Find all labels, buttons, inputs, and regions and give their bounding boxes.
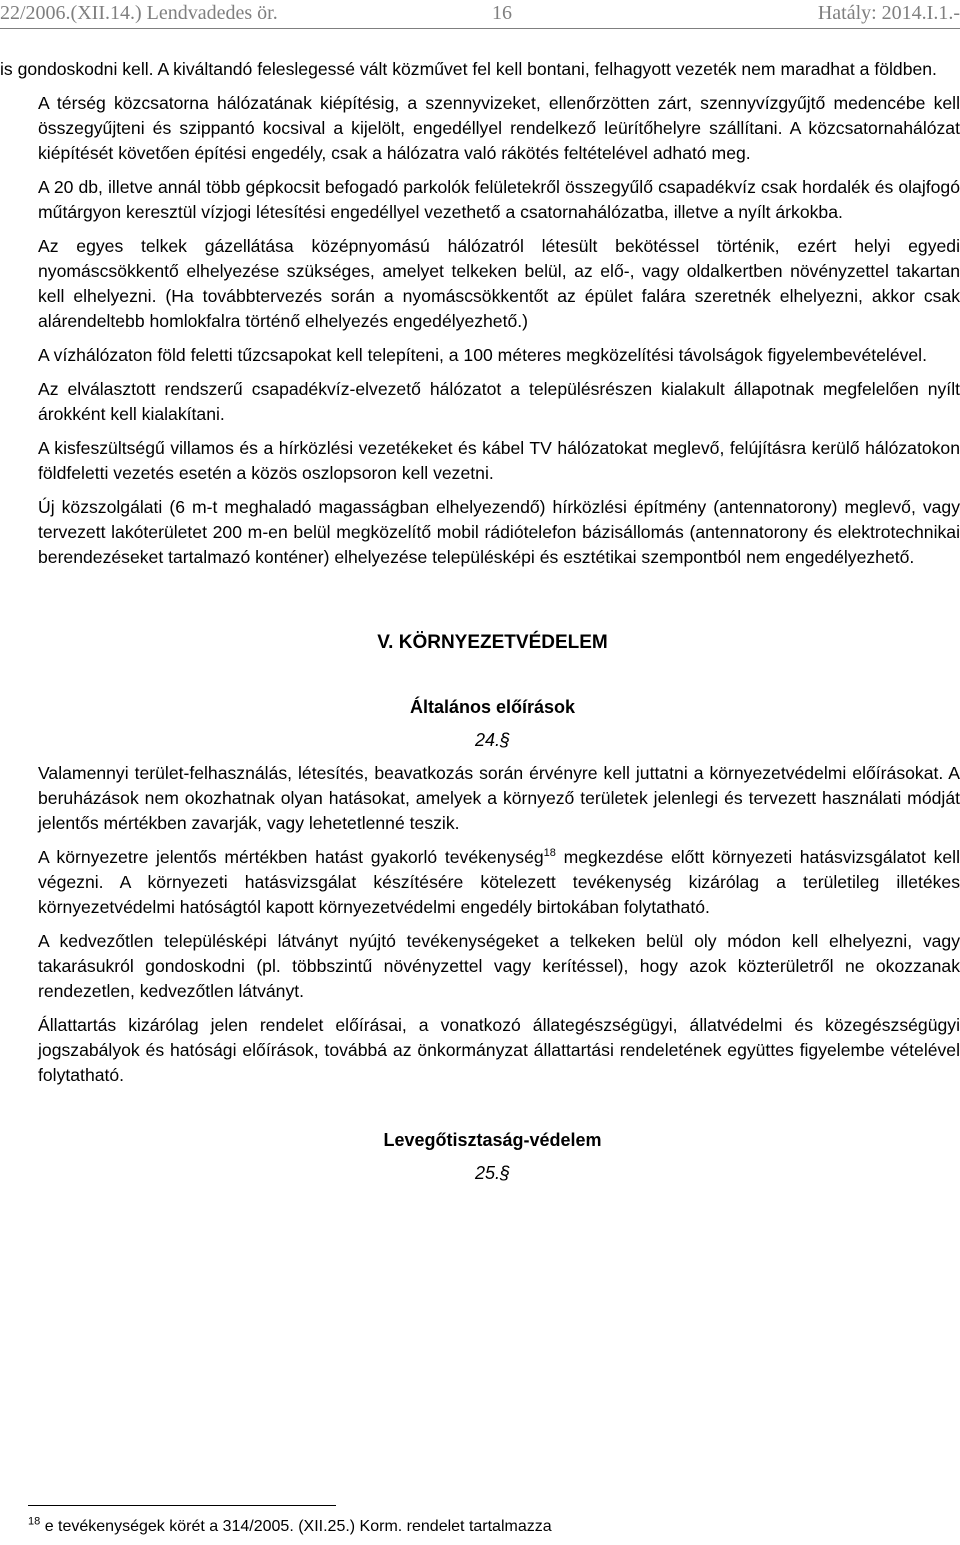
- numbered-paragraph: [0, 175, 960, 225]
- infrastructure-paragraphs: [0, 91, 960, 570]
- paragraph-text: Az elválasztott rendszerű csapadékvíz-elvezető hálózatot a településrészen kialakult állapotnak megfelelően nyílt árokként kell kialakítani.: [38, 379, 960, 424]
- numbered-paragraph: [0, 436, 960, 486]
- page-header: [0, 0, 960, 26]
- header-page-number: 16: [492, 2, 512, 24]
- paragraph-number: [0, 91, 38, 116]
- paragraph-number: [0, 175, 38, 200]
- paragraph-24-2: [0, 845, 960, 920]
- paragraph-text: A kisfeszültségű villamos és a hírközlési vezetékeket és kábel TV hálózatokat meglevő, felújításra kerülő hálózatokon földfeletti vezetés esetén a közös oszlopsoron kell vezetni.: [38, 438, 960, 483]
- paragraph-text: A vízhálózaton föld feletti tűzcsapokat kell telepíteni, a 100 méteres megközelítési távolságok figyelembevételével.: [38, 345, 927, 365]
- paragraph-text: A 20 db, illetve annál több gépkocsit befogadó parkolók felületekről összegyűlő csapadékvíz csak hordalék és olajfogó műtárgyon keresztül vízjogi létesítési engedéllyel vezethető a csatornahálózatba, illetve a nyílt árkokba.: [38, 177, 960, 222]
- paragraph-number: [0, 929, 38, 954]
- header-document-id: 22/2006.(XII.14.) Lendvadedes ör.: [0, 2, 278, 24]
- paragraph-text: A térség közcsatorna hálózatának kiépítésig, a szennyvizeket, ellenőrzötten zárt, szennyvízgyűjtő medencébe kell összegyűjteni és szippantó kocsival a kijelölt, engedéllyel rendelkező leürítőhelyre szállítani. A közcsatornahálózat kiépítését követően építési engedély, csak a hálózatra való rákötés feltételével adható meg.: [38, 93, 960, 163]
- continuation-paragraph: is gondoskodni kell. A kiváltandó feleslegessé vált közművet fel kell bontani, felhagyott vezeték nem maradhat a földben.: [0, 59, 937, 79]
- footnote-divider: [28, 1505, 336, 1506]
- footnote-reference[interactable]: 18: [543, 847, 556, 860]
- paragraph-24-1: [0, 761, 960, 836]
- paragraph-text: A kedvezőtlen településképi látványt nyújtó tevékenységeket a telkeken belül oly módon kell elhelyezni, vagy takarásukról gondoskodni (pl. többszintű növényzettel vagy kerítéssel), hogy azok közterületről ne okozzanak rendezetlen, kedvezőtlen látványt.: [38, 931, 960, 1001]
- paragraph-number: [0, 377, 38, 402]
- paragraph-number: [0, 436, 38, 461]
- subsection-title-air-quality: Levegőtisztaság-védelem: [383, 1130, 602, 1150]
- paragraph-number: [0, 234, 38, 259]
- paragraph-number: [0, 761, 38, 786]
- numbered-paragraph: [0, 377, 960, 427]
- numbered-paragraph: [0, 343, 960, 368]
- document-body: [0, 57, 960, 1194]
- paragraph-text: Új közszolgálati (6 m-t meghaladó magasságban elhelyezendő) hírközlési építmény (antennatorony) meglevő, vagy tervezett lakóterületet 200 m-en belül megközelítő mobil rádiótelefon bázisállomás (antennatorony és elektrotechnikai berendezéseket tartalmazó konténer) elhelyezése településképi és esztétikai szempontból nem engedélyezhető.: [38, 497, 960, 567]
- paragraph-number: [0, 845, 38, 870]
- paragraph-text-before: A környezetre jelentős mértékben hatást gyakorló tevékenység: [38, 847, 544, 867]
- paragraph-text: Az egyes telkek gázellátása középnyomású hálózatról létesült bekötéssel történik, ezért helyi egyedi nyomáscsökkentő elhelyezése szükséges, amelyet telkeken belül, az elő-, vagy oldalkertben növényzettel takartan kell elhelyezni. (Ha továbbtervezés során a nyomáscsökkentőt az épület falára szeretnék elhelyezni, akkor csak alárendeltebb homlokfalra történő elhelyezés engedélyezhető.): [38, 236, 960, 331]
- paragraph-number: [0, 343, 38, 368]
- header-divider: [0, 28, 960, 29]
- paragraph-text-after: megkezdése előtt környezeti hatásvizsgálatot kell végezni. A környezeti hatásvizsgálat készítésére kötelezett tevékenység kizárólag a területileg illetékes környezetvédelmi hatóságtól kapott környezetvédelmi engedély birtokában folytatható.: [38, 847, 960, 917]
- footnote: [28, 1515, 552, 1536]
- paragraph-number: [0, 495, 38, 520]
- paragraph-text: Állattartás kizárólag jelen rendelet előírásai, a vonatkozó állategészségügyi, állatvédelmi és közegészségügyi jogszabályok és hatósági előírások, továbbá az önkormányzat állattartási rendeletének együttes figyelembe vételével folytatható.: [38, 1015, 960, 1085]
- header-effective-date: Hatály: 2014.I.1.-: [817, 2, 960, 24]
- paragraph-number: [0, 1013, 38, 1038]
- paragraph-text: Valamennyi terület-felhasználás, létesítés, beavatkozás során érvényre kell juttatni a környezetvédelmi előírásokat. A beruházások nem okozhatnak olyan hatásokat, amelyek a környező területek jelenlegi és tervezett használati módját jelentős mértékben zavarják, vagy lehetetlenné teszik.: [38, 763, 960, 833]
- paragraph-24-3: [0, 929, 960, 1004]
- section-number-25: 25.§: [474, 1163, 511, 1183]
- subsection-title-general: Általános előírások: [409, 697, 576, 717]
- section-number-24: 24.§: [474, 730, 511, 750]
- numbered-paragraph: [0, 91, 960, 166]
- numbered-paragraph: [0, 234, 960, 334]
- section-title: V. KÖRNYEZETVÉDELEM: [377, 632, 608, 653]
- footnote-text: e tevékenységek körét a 314/2005. (XII.25.) Korm. rendelet tartalmazza: [40, 1518, 552, 1535]
- paragraph-24-4: [0, 1013, 960, 1088]
- footnote-number: 18: [28, 1515, 41, 1528]
- numbered-paragraph: [0, 495, 960, 570]
